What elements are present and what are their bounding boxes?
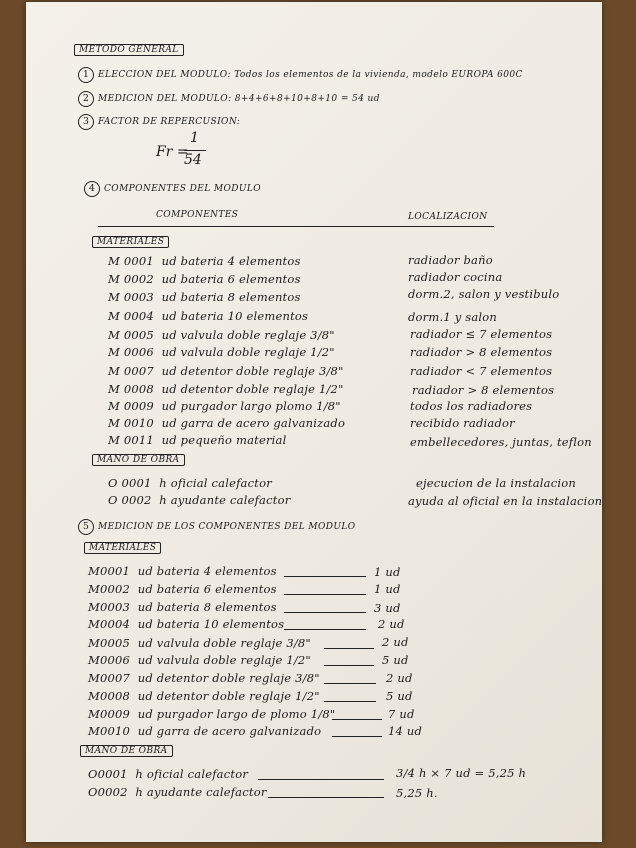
medicion-row — [88, 582, 277, 596]
material-loc: todos los radiadores — [410, 399, 533, 413]
leader-line — [284, 629, 366, 630]
leader-line — [332, 719, 382, 720]
mano-de-obra-label: MANO DE OBRA — [92, 454, 185, 466]
material-code: M 0006 — [108, 345, 154, 359]
medicion-desc: ud bateria 10 elementos — [137, 617, 285, 631]
material-code: M 0002 — [108, 272, 154, 286]
medicion-code: M0001 — [88, 564, 131, 578]
material-loc: radiador cocina — [408, 270, 503, 284]
material-desc: ud valvula doble reglaje 1/2" — [161, 345, 335, 359]
material-desc: ud garra de acero galvanizado — [161, 416, 346, 430]
material-code: M 0009 — [108, 399, 154, 413]
medicion-desc: ud bateria 6 elementos — [137, 582, 277, 596]
material-row — [108, 382, 344, 396]
leader-line — [258, 779, 384, 780]
medicion-qty: 2 ud — [378, 617, 405, 631]
material-loc: radiador < 7 elementos — [410, 364, 553, 378]
step-1 — [78, 66, 523, 83]
medicion-code: M0005 — [88, 636, 131, 650]
medicion-qty: 1 ud — [374, 582, 401, 596]
medicion-qty: 2 ud — [386, 671, 413, 685]
medicion-qty: 2 ud — [382, 635, 409, 649]
medicion-row — [88, 636, 311, 650]
fr-label: Fr = — [156, 144, 189, 160]
medicion-row — [88, 689, 320, 703]
medicion-desc: ud valvula doble reglaje 3/8" — [137, 636, 311, 650]
medicion-qty: 7 ud — [388, 707, 415, 721]
labor-loc: ayuda al oficial en la instalacion — [408, 494, 603, 508]
medicion-code: M0004 — [88, 617, 131, 631]
labor-loc: ejecucion de la instalacion — [416, 476, 576, 490]
material-desc: ud bateria 4 elementos — [161, 254, 301, 268]
material-desc: ud bateria 10 elementos — [161, 309, 309, 323]
leader-line — [324, 648, 374, 649]
material-loc: radiador > 8 elementos — [412, 383, 555, 397]
medicion-row — [88, 653, 311, 667]
repercussion-factor — [156, 130, 202, 168]
labor-row — [108, 476, 272, 490]
materiales-2-label: MATERIALES — [84, 542, 161, 554]
material-code: M 0007 — [108, 364, 154, 378]
material-desc: ud detentor doble reglaje 1/2" — [161, 382, 344, 396]
material-code: M 0003 — [108, 290, 154, 304]
step-5-number: 5 — [78, 519, 94, 535]
material-row — [108, 290, 301, 304]
medicion-code: M0002 — [88, 582, 131, 596]
medicion-qty: 1 ud — [374, 565, 401, 579]
material-code: M 0011 — [108, 433, 154, 447]
medicion-qty: 14 ud — [388, 724, 423, 738]
material-loc: recibido radiador — [410, 416, 515, 430]
leader-line — [268, 797, 384, 798]
medicion-qty: 3 ud — [374, 601, 401, 615]
material-row — [108, 272, 301, 286]
material-loc: dorm.1 y salon — [408, 310, 498, 324]
material-loc: radiador ≤ 7 elementos — [410, 327, 553, 341]
leader-line — [324, 701, 376, 702]
page-title: METODO GENERAL — [74, 44, 184, 56]
medicion-desc: ud detentor doble reglaje 1/2" — [137, 689, 320, 703]
material-loc: embellecedores, juntas, teflon — [410, 435, 592, 449]
medicion-desc: ud valvula doble reglaje 1/2" — [137, 653, 311, 667]
medicion-desc: ud detentor doble reglaje 3/8" — [137, 671, 320, 685]
labor-desc: h ayudante calefactor — [159, 493, 291, 507]
material-row — [108, 309, 308, 323]
step-3 — [78, 113, 240, 130]
step-2-text: MEDICION DEL MODULO: 8+4+6+8+10+8+10 = 54 ud — [98, 94, 380, 104]
material-code: M 0001 — [108, 254, 154, 268]
material-desc: ud bateria 6 elementos — [161, 272, 301, 286]
medicion-code: M0010 — [88, 724, 131, 738]
labor-row — [108, 493, 290, 507]
medicion-code: M0003 — [88, 600, 131, 614]
labor-code: O 0001 — [108, 476, 152, 490]
labor-2-desc: h oficial calefactor — [135, 767, 249, 781]
material-code: M 0010 — [108, 416, 154, 430]
material-row — [108, 328, 335, 342]
medicion-row — [88, 600, 277, 614]
medicion-qty: 5 ud — [382, 653, 409, 667]
medicion-desc: ud bateria 4 elementos — [137, 564, 277, 578]
step-1-number: 1 — [78, 67, 94, 83]
material-row — [108, 254, 301, 268]
labor-2-code: O0002 — [88, 785, 128, 799]
step-5 — [78, 518, 356, 535]
material-row — [108, 399, 341, 413]
leader-line — [284, 576, 366, 577]
material-desc: ud valvula doble reglaje 3/8" — [161, 328, 335, 342]
material-desc: ud detentor doble reglaje 3/8" — [161, 364, 344, 378]
step-4-number: 4 — [84, 181, 100, 197]
medicion-row — [88, 617, 284, 631]
material-desc: ud purgador largo plomo 1/8" — [161, 399, 341, 413]
leader-line — [284, 594, 366, 595]
step-5-text: MEDICION DE LOS COMPONENTES DEL MODULO — [98, 522, 356, 532]
medicion-row — [88, 724, 321, 738]
medicion-desc: ud garra de acero galvanizado — [137, 724, 322, 738]
header-rule — [98, 226, 494, 227]
step-2-number: 2 — [78, 91, 94, 107]
material-desc: ud pequeño material — [161, 433, 287, 447]
material-loc: radiador baño — [408, 253, 493, 267]
medicion-desc: ud bateria 8 elementos — [137, 600, 277, 614]
labor-desc: h oficial calefactor — [159, 476, 272, 490]
fr-denominator: 54 — [184, 152, 202, 168]
mano-de-obra-2-label: MANO DE OBRA — [80, 745, 173, 757]
header-componentes: COMPONENTES — [156, 210, 239, 220]
material-code: M 0004 — [108, 309, 154, 323]
labor-code: O 0002 — [108, 493, 152, 507]
leader-line — [284, 612, 366, 613]
labor-2-code: O0001 — [88, 767, 128, 781]
labor-2-desc: h ayudante calefactor — [135, 785, 267, 799]
medicion-code: M0008 — [88, 689, 131, 703]
step-3-number: 3 — [78, 114, 94, 130]
medicion-desc: ud purgador largo de plomo 1/8" — [137, 707, 336, 721]
labor-2-qty: 5,25 h. — [396, 786, 438, 800]
leader-line — [324, 683, 376, 684]
medicion-qty: 5 ud — [386, 689, 413, 703]
leader-line — [332, 736, 382, 737]
fr-numerator: 1 — [190, 130, 199, 146]
medicion-row — [88, 671, 320, 685]
labor-2-qty: 3/4 h × 7 ud = 5,25 h — [396, 766, 527, 780]
step-2 — [78, 90, 380, 107]
leader-line — [324, 665, 374, 666]
medicion-row — [88, 707, 335, 721]
material-code: M 0005 — [108, 328, 154, 342]
labor-2-row — [88, 767, 248, 781]
paper-sheet — [26, 2, 602, 842]
material-row — [108, 345, 335, 359]
step-3-text: FACTOR DE REPERCUSION: — [98, 117, 241, 127]
material-desc: ud bateria 8 elementos — [161, 290, 301, 304]
medicion-code: M0006 — [88, 653, 131, 667]
step-1-text: ELECCION DEL MODULO: Todos los elementos de la vivienda, modelo EUROPA 600C — [98, 70, 523, 80]
material-loc: dorm.2, salon y vestibulo — [408, 287, 560, 301]
material-loc: radiador > 8 elementos — [410, 345, 553, 359]
medicion-row — [88, 564, 277, 578]
labor-2-row — [88, 785, 267, 799]
material-row — [108, 433, 286, 447]
material-code: M 0008 — [108, 382, 154, 396]
step-4 — [84, 180, 261, 197]
step-4-text: COMPONENTES DEL MODULO — [104, 184, 262, 194]
medicion-code: M0007 — [88, 671, 131, 685]
material-row — [108, 364, 344, 378]
medicion-code: M0009 — [88, 707, 131, 721]
header-localizacion: LOCALIZACION — [408, 212, 488, 222]
fraction-bar — [184, 150, 206, 151]
material-row — [108, 416, 345, 430]
materiales-label: MATERIALES — [92, 236, 169, 248]
